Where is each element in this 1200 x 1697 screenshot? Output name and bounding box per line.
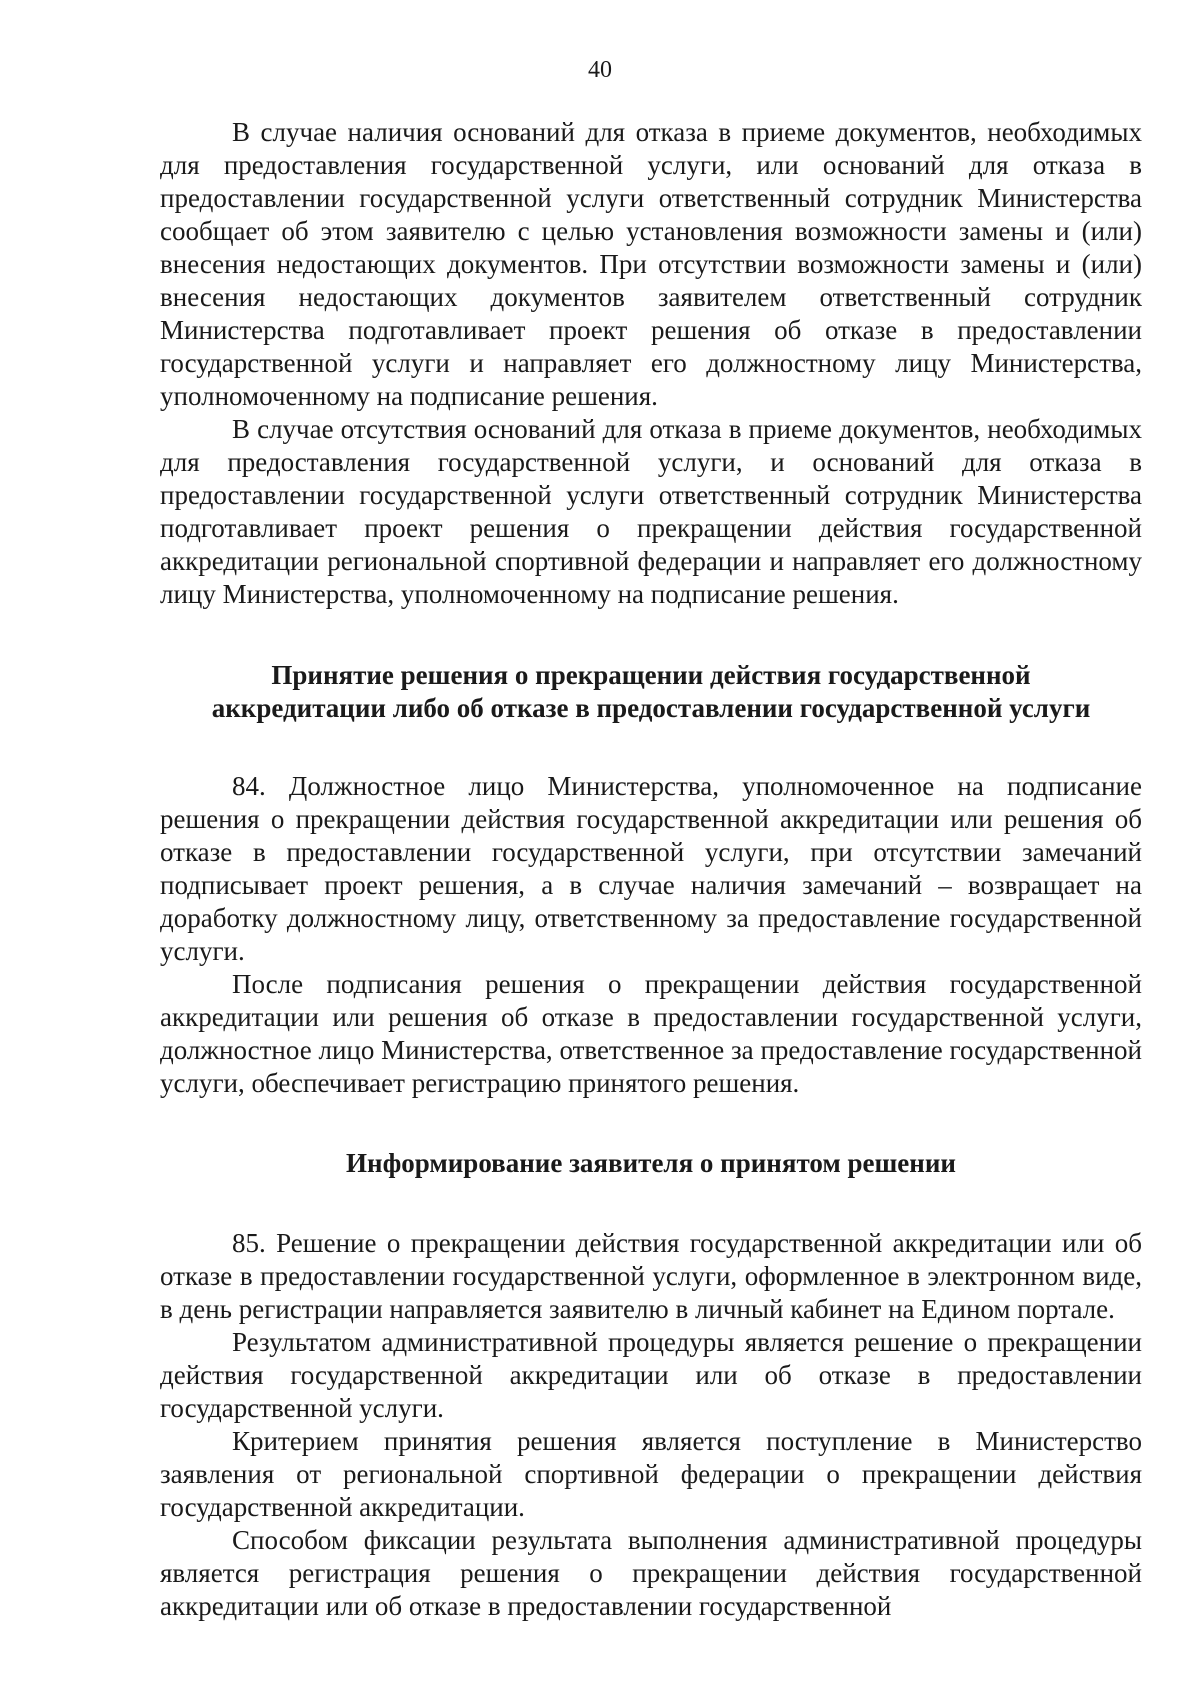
- document-body: [160, 116, 1142, 1623]
- paragraph-result: Результатом административной процедуры является решение о прекращении действия государственной аккредитации или об отказе в предоставлении государственной услуги.: [160, 1327, 1142, 1423]
- section-title-inform: Информирование заявителя о принятом решении: [346, 1148, 956, 1178]
- paragraph-85: 85. Решение о прекращении действия государственной аккредитации или об отказе в предоставлении государственной услуги, оформленное в электронном виде, в день регистрации направляется заявителю в личный кабинет на Едином портале.: [160, 1228, 1142, 1324]
- paragraph-fixation-method: Способом фиксации результата выполнения административной процедуры является регистрация решения о прекращении действия государственной аккредитации или об отказе в предоставлении государственной: [160, 1525, 1142, 1621]
- page-number: 40: [588, 57, 612, 83]
- section-title-decision-line1: Принятие решения о прекращении действия государственной: [271, 660, 1031, 690]
- paragraph-no-refusal-grounds: В случае отсутствия оснований для отказа в приеме документов, необходимых для предоставления государственной услуги, и оснований для отказа в предоставлении государственной услуги ответственный сотрудник Министерства подготавливает проект решения о прекращении действия государственной аккредитации региональной спортивной федерации и направляет его должностному лицу Министерства, уполномоченному на подписание решения.: [160, 414, 1142, 609]
- section-title-decision: [160, 659, 1142, 725]
- paragraph-refusal-grounds: В случае наличия оснований для отказа в приеме документов, необходимых для предоставления государственной услуги, или оснований для отказа в предоставлении государственной услуги ответственный сотрудник Министерства сообщает об этом заявителю с целью установления возможности замены и (или) внесения недостающих документов. При отсутствии возможности замены и (или) внесения недостающих документов заявителем ответственный сотрудник Министерства подготавливает проект решения об отказе в предоставлении государственной услуги и направляет его должностному лицу Министерства, уполномоченному на подписание решения.: [160, 117, 1142, 411]
- paragraph-after-signing: После подписания решения о прекращении действия государственной аккредитации или решения об отказе в предоставлении государственной услуги, должностное лицо Министерства, ответственное за предоставление государственной услуги, обеспечивает регистрацию принятого решения.: [160, 969, 1142, 1098]
- paragraph-84: 84. Должностное лицо Министерства, уполномоченное на подписание решения о прекращении действия государственной аккредитации или решения об отказе в предоставлении государственной услуги, при отсутствии замечаний подписывает проект решения, а в случае наличия замечаний – возвращает на доработку должностному лицу, ответственному за предоставление государственной услуги.: [160, 771, 1142, 966]
- paragraph-criterion: Критерием принятия решения является поступление в Министерство заявления от региональной спортивной федерации о прекращении действия государственной аккредитации.: [160, 1426, 1142, 1522]
- section-title-decision-line2: аккредитации либо об отказе в предоставлении государственной услуги: [211, 693, 1091, 723]
